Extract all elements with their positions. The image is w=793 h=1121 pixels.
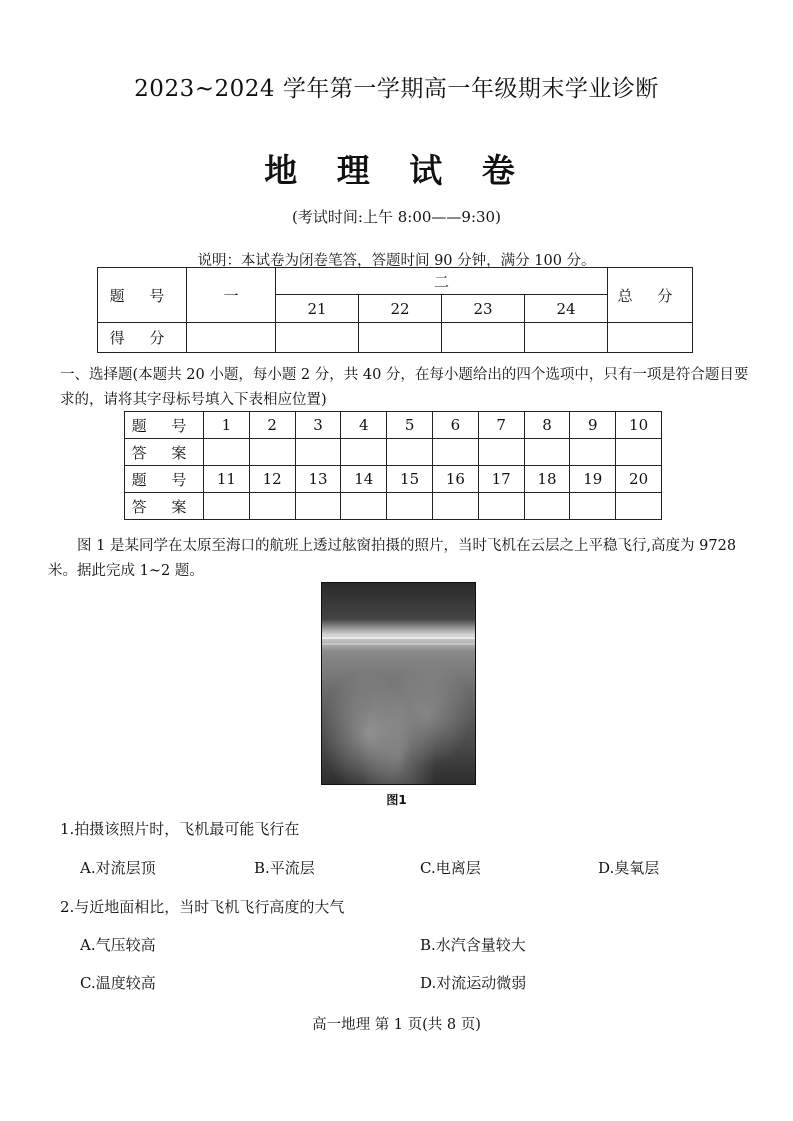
question-number: 17 — [478, 466, 524, 493]
question-option: C.电离层 — [420, 859, 481, 877]
answer-cell — [570, 439, 616, 466]
question-number: 14 — [341, 466, 387, 493]
question-number: 12 — [249, 466, 295, 493]
horizon-streak — [322, 637, 475, 639]
answer-cell — [432, 493, 478, 520]
score-table-item: 21 — [276, 295, 359, 323]
answer-table-answer-label: 答 案 — [125, 493, 204, 520]
question-number: 18 — [524, 466, 570, 493]
question-number: 1 — [204, 412, 250, 439]
score-table-item: 22 — [359, 295, 442, 323]
question-number: 13 — [295, 466, 341, 493]
question-number: 15 — [387, 466, 433, 493]
score-cell — [608, 323, 693, 353]
score-table — [97, 267, 693, 353]
answer-cell — [341, 493, 387, 520]
question-number: 8 — [524, 412, 570, 439]
exam-header-title: 2023~2024 学年第一学期高一年级期末学业诊断 — [134, 76, 659, 102]
answer-cell — [616, 493, 662, 520]
horizon-streak — [322, 643, 475, 645]
question-number: 7 — [478, 412, 524, 439]
question-option: C.温度较高 — [80, 974, 156, 992]
score-table-score-label: 得 分 — [98, 323, 187, 353]
question-number: 4 — [341, 412, 387, 439]
question-stem: 2.与近地面相比，当时飞机飞行高度的大气 — [60, 898, 345, 916]
score-table-part1: 一 — [187, 268, 276, 323]
question-option: D.臭氧层 — [598, 859, 660, 877]
figure-caption: 图1 — [386, 793, 407, 807]
score-table-total: 总 分 — [608, 268, 693, 323]
question-number: 6 — [432, 412, 478, 439]
question-number: 19 — [570, 466, 616, 493]
question-option: A.气压较高 — [80, 936, 156, 954]
score-cell — [276, 323, 359, 353]
answer-cell — [204, 493, 250, 520]
answer-cell — [524, 439, 570, 466]
answer-cell — [387, 439, 433, 466]
answer-table-number-label: 题 号 — [125, 412, 204, 439]
score-cell — [359, 323, 442, 353]
page-footer: 高一地理 第 1 页(共 8 页) — [312, 1017, 481, 1033]
question-number: 5 — [387, 412, 433, 439]
answer-cell — [295, 439, 341, 466]
score-cell — [187, 323, 276, 353]
question-number: 3 — [295, 412, 341, 439]
question-number: 11 — [204, 466, 250, 493]
answer-table-answer-label: 答 案 — [125, 439, 204, 466]
question-option: D.对流运动微弱 — [420, 974, 527, 992]
answer-cell — [432, 439, 478, 466]
subject-title: 地 理 试 卷 — [264, 151, 529, 190]
answer-cell — [478, 439, 524, 466]
answer-cell — [478, 493, 524, 520]
score-table-part2: 二 — [276, 268, 608, 295]
answer-table-number-label: 题 号 — [125, 466, 204, 493]
answer-cell — [616, 439, 662, 466]
answer-cell — [249, 439, 295, 466]
answer-cell — [204, 439, 250, 466]
answer-cell — [524, 493, 570, 520]
question-number: 10 — [616, 412, 662, 439]
question-option: A.对流层顶 — [80, 859, 156, 877]
answer-table — [124, 411, 662, 520]
answer-cell — [249, 493, 295, 520]
question-number: 9 — [570, 412, 616, 439]
score-cell — [442, 323, 525, 353]
exam-time: (考试时间:上午 8:00——9:30) — [292, 208, 501, 226]
answer-cell — [341, 439, 387, 466]
question-number: 16 — [432, 466, 478, 493]
answer-cell — [570, 493, 616, 520]
exam-instructions: 说明：本试卷为闭卷笔答，答题时间 90 分钟，满分 100 分。 — [197, 253, 596, 269]
answer-cell — [295, 493, 341, 520]
question-number: 2 — [249, 412, 295, 439]
question-number: 20 — [616, 466, 662, 493]
score-cell — [525, 323, 608, 353]
question-option: B.水汽含量较大 — [420, 936, 526, 954]
score-table-number-label: 题 号 — [98, 268, 187, 323]
score-table-item: 24 — [525, 295, 608, 323]
section-heading: 一、选择题(本题共 20 小题，每小题 2 分，共 40 分，在每小题给出的四个选项中，只有一项是符合题目要求的，请将其字母标号填入下表相应位置) — [60, 367, 749, 408]
question-option: B.平流层 — [254, 859, 315, 877]
question-intro: 图 1 是某同学在太原至海口的航班上透过舷窗拍摄的照片，当时飞机在云层之上平稳飞行,高度为 9728 米。据此完成 1~2 题。 — [48, 538, 737, 579]
answer-cell — [387, 493, 433, 520]
score-table-item: 23 — [442, 295, 525, 323]
question-stem: 1.拍摄该照片时，飞机最可能飞行在 — [60, 820, 300, 838]
airplane-window-photo — [321, 582, 476, 785]
